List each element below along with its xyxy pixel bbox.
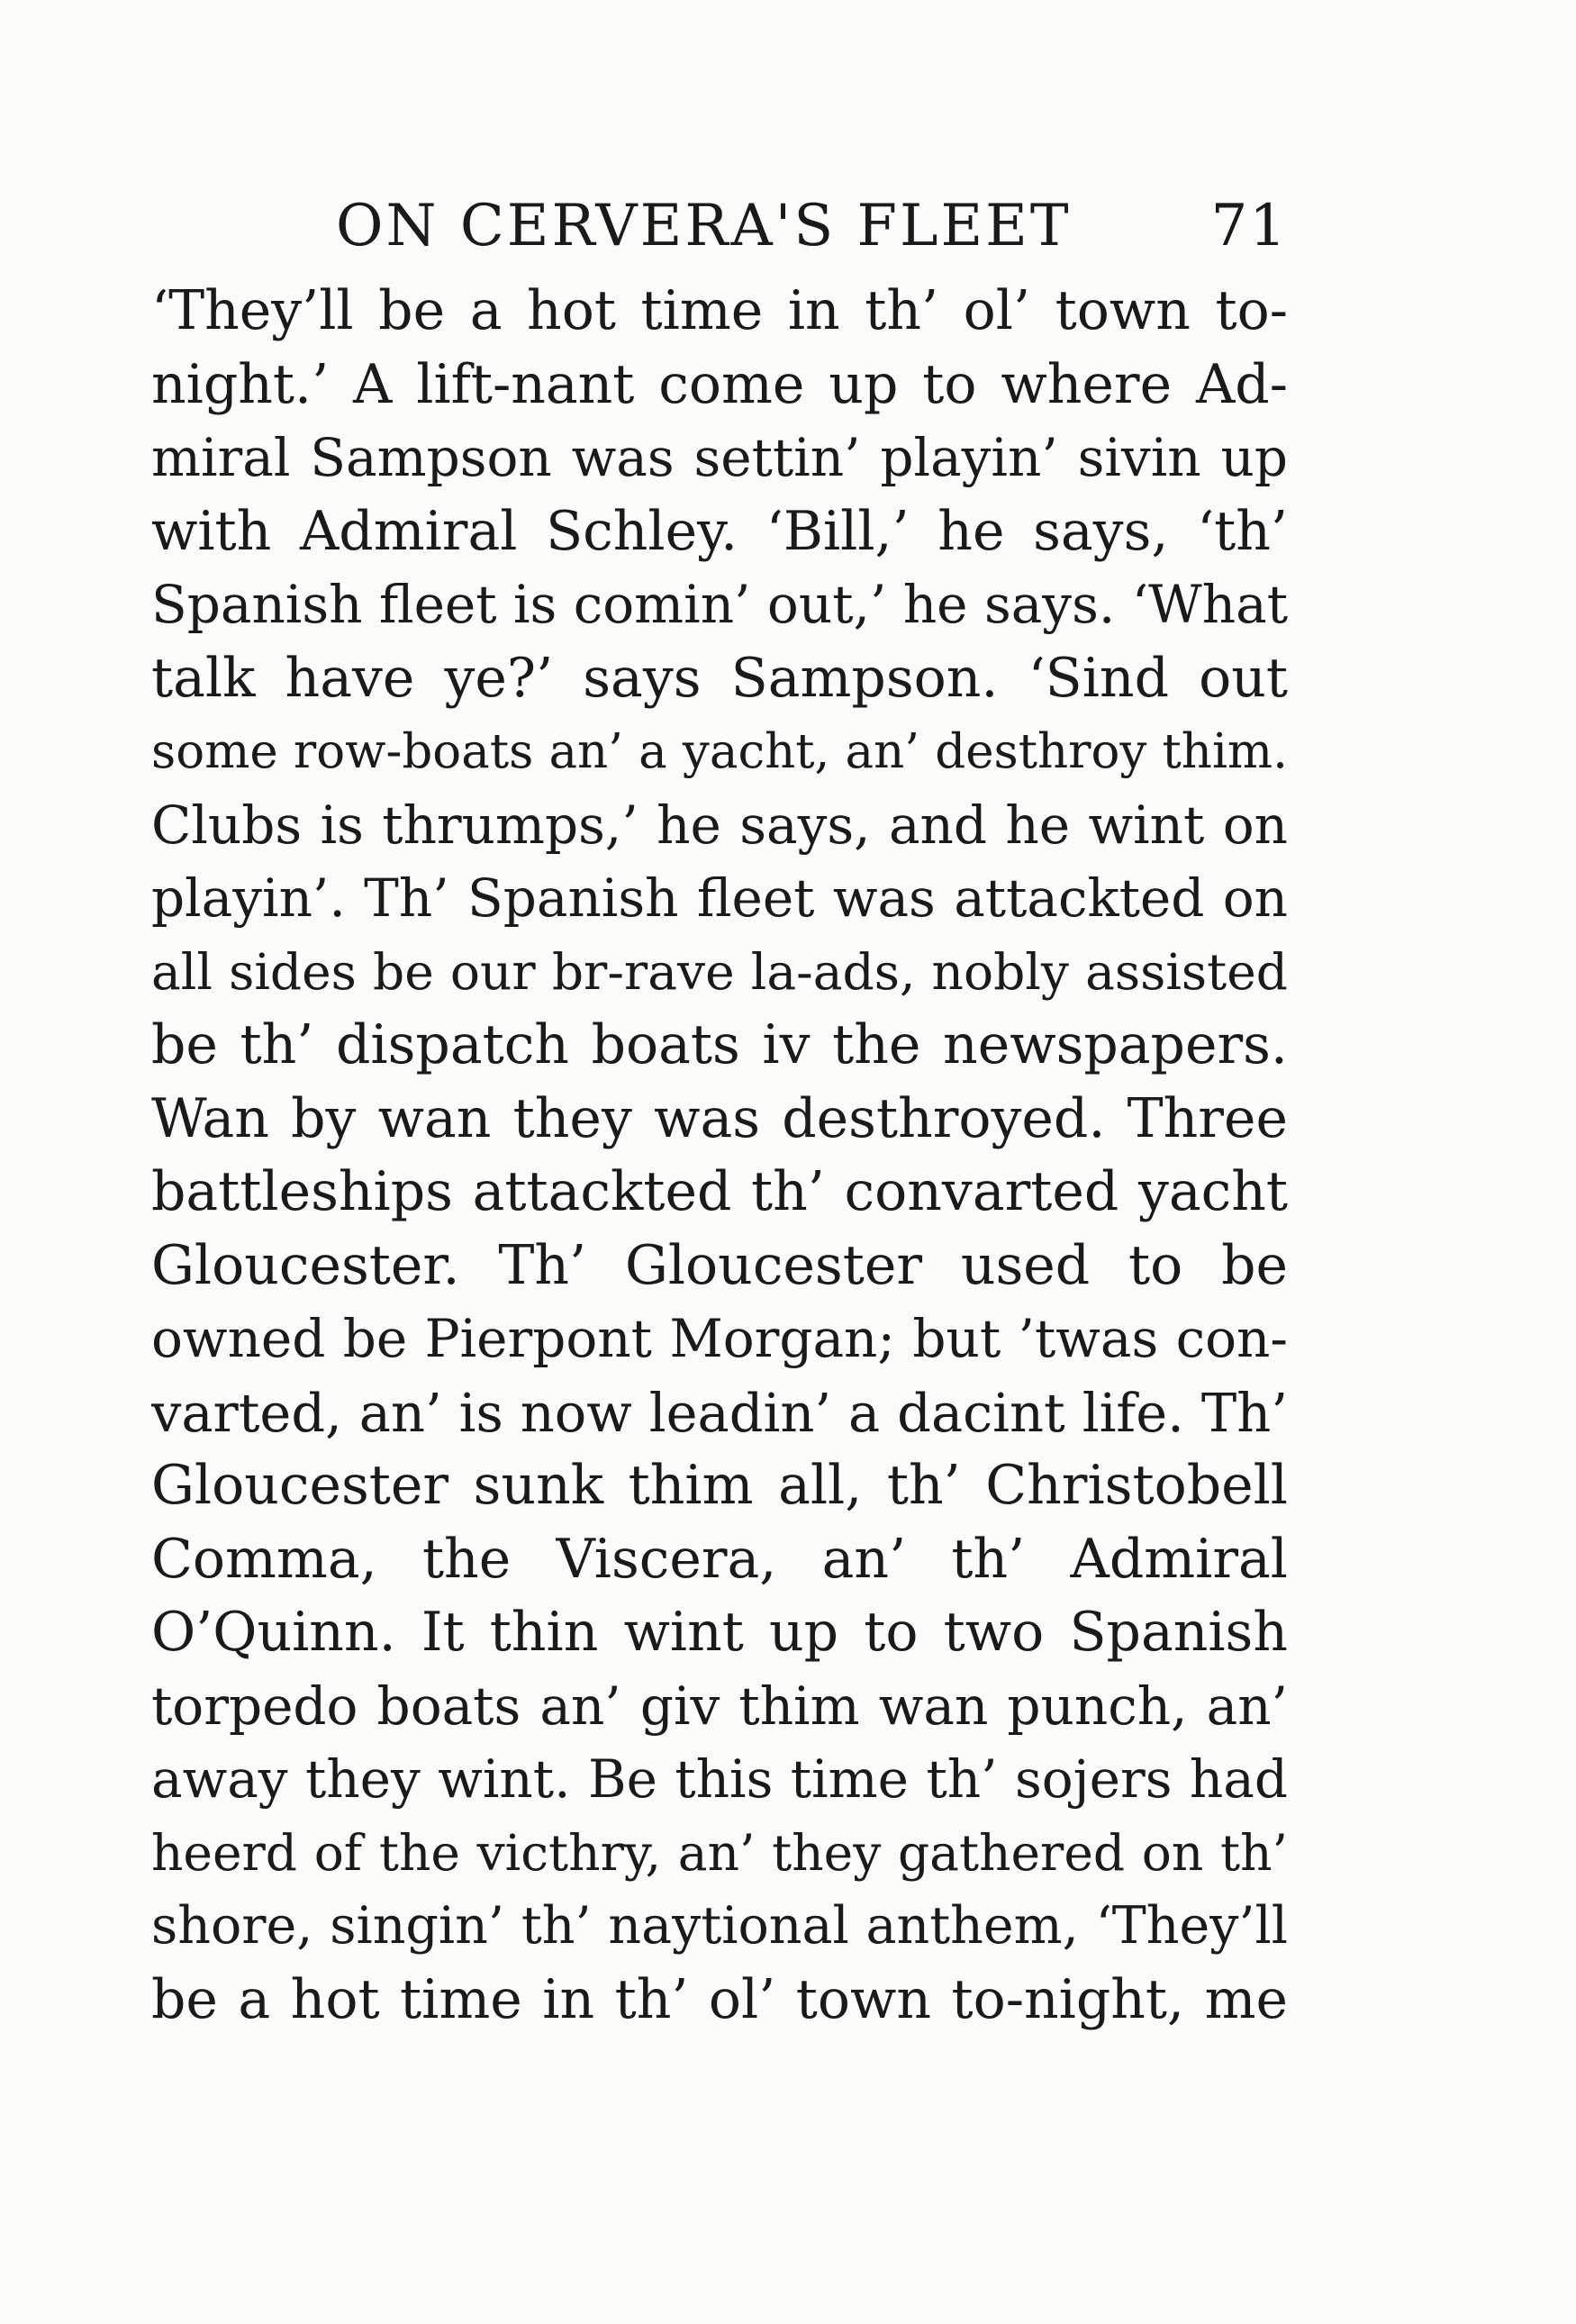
text-line: battleships attackted th’ convarted yacht [151, 1160, 1288, 1223]
text-line: away they wint. Be this time th’ sojers had [151, 1748, 1288, 1810]
text-line: talk have ye?’ says Sampson. ‘Sind out [151, 646, 1288, 710]
text-line: Wan by wan they was desthroyed. Three [151, 1086, 1288, 1150]
text-line: owned be Pierpont Morgan; but ’twas con- [151, 1308, 1288, 1369]
text-line: Gloucester. Th’ Gloucester used to be [151, 1233, 1288, 1297]
text-line: be a hot time in th’ ol’ town to-night, me [151, 1967, 1288, 2031]
text-line: ‘They’ll be a hot time in th’ ol’ town to- [151, 279, 1288, 342]
text-line: O’Quinn. It thin wint up to two Spanish [151, 1601, 1288, 1664]
text-line: varted, an’ is now leadin’ a dacint life. Th’ [151, 1381, 1288, 1444]
text-line: playin’. Th’ Spanish fleet was attackted on [151, 867, 1288, 929]
text-line: all sides be our br-rave la-ads, nobly assisted [151, 942, 1288, 1001]
text-line: with Admiral Schley. ‘Bill,’ he says, ‘th’ [151, 499, 1288, 563]
text-line: some row-boats an’ a yacht, an’ desthroy thim. [151, 724, 1288, 779]
body-text [151, 275, 1288, 2037]
text-line: torpedo boats an’ giv thim wan punch, an’ [151, 1675, 1288, 1737]
text-line: shore, singin’ th’ naytional anthem, ‘They’ll [151, 1896, 1288, 1956]
running-title: ON CERVERA'S FLEET [336, 193, 1072, 259]
running-head [151, 187, 1288, 265]
text-line: miral Sampson was settin’ playin’ sivin up [151, 427, 1288, 488]
text-line: heerd of the victhry, an’ they gathered on th’ [151, 1823, 1288, 1882]
text-line: Gloucester sunk thim all, th’ Christobell [151, 1454, 1288, 1517]
page-number: 71 [1210, 193, 1288, 259]
text-line: be th’ dispatch boats iv the newspapers. [151, 1013, 1288, 1076]
text-line: Comma, the Viscera, an’ th’ Admiral [151, 1527, 1288, 1591]
text-line: night.’ A lift-nant come up to where Ad- [151, 352, 1288, 416]
text-line: Clubs is thrumps,’ he says, and he wint on [151, 794, 1288, 856]
text-line: Spanish fleet is comin’ out,’ he says. ‘What [151, 574, 1288, 635]
